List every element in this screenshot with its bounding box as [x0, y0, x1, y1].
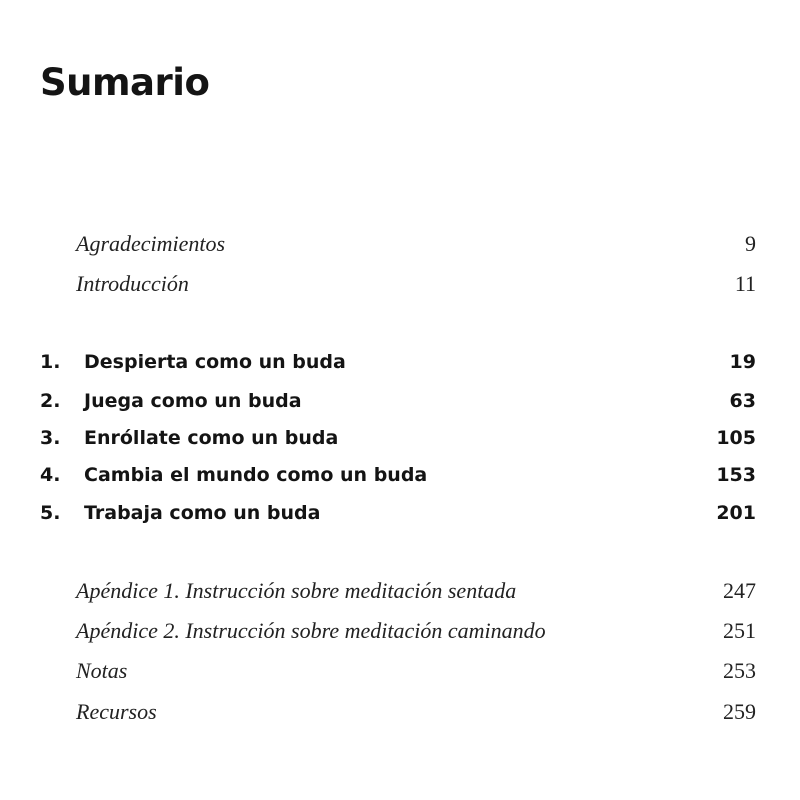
toc-chapter-number: 4.	[40, 464, 61, 486]
toc-chapter-3[interactable]	[40, 420, 756, 456]
page-title: Sumario	[40, 61, 210, 104]
toc-page-number: 201	[716, 502, 756, 524]
toc-page-number: 259	[723, 699, 756, 724]
toc-chapter-number: 1.	[40, 351, 61, 373]
toc-chapter-title: Cambia el mundo como un buda	[84, 464, 428, 486]
toc-page-number: 11	[734, 271, 756, 296]
toc-chapter-1[interactable]	[40, 344, 756, 380]
toc-entry-label: Introducción	[76, 271, 189, 296]
toc-page-number: 153	[716, 464, 756, 486]
toc-chapter-title: Enróllate como un buda	[84, 427, 339, 449]
toc-entry-label: Notas	[76, 658, 128, 683]
toc-entry-label: Apéndice 1. Instrucción sobre meditación sentada	[76, 578, 517, 603]
toc-page-number: 251	[723, 618, 756, 643]
toc-entry-label: Agradecimientos	[76, 231, 226, 256]
toc-page-number: 105	[716, 427, 756, 449]
toc-chapter-title: Despierta como un buda	[84, 351, 346, 373]
toc-entry-apendice-1[interactable]	[76, 573, 756, 609]
toc-page-number: 63	[729, 390, 756, 412]
toc-entry-notas[interactable]	[76, 653, 756, 689]
toc-entry-label: Apéndice 2. Instrucción sobre meditación caminando	[76, 618, 546, 643]
toc-chapter-4[interactable]	[40, 457, 756, 493]
toc-chapter-title: Juega como un buda	[84, 390, 302, 412]
toc-page-number: 247	[723, 578, 756, 603]
toc-entry-recursos[interactable]	[76, 694, 756, 730]
toc-chapter-number: 2.	[40, 390, 61, 412]
toc-page-number: 253	[723, 658, 756, 683]
toc-chapter-title: Trabaja como un buda	[84, 502, 321, 524]
toc-chapter-5[interactable]	[40, 495, 756, 531]
toc-page-number: 19	[729, 351, 756, 373]
toc-entry-label: Recursos	[76, 699, 157, 724]
toc-chapter-2[interactable]	[40, 383, 756, 419]
toc-chapter-number: 5.	[40, 502, 61, 524]
toc-entry-agradecimientos[interactable]	[76, 226, 756, 262]
toc-page-number: 9	[745, 231, 756, 256]
toc-chapter-number: 3.	[40, 427, 61, 449]
toc-entry-introduccion[interactable]	[76, 266, 756, 302]
toc-entry-apendice-2[interactable]	[76, 613, 756, 649]
